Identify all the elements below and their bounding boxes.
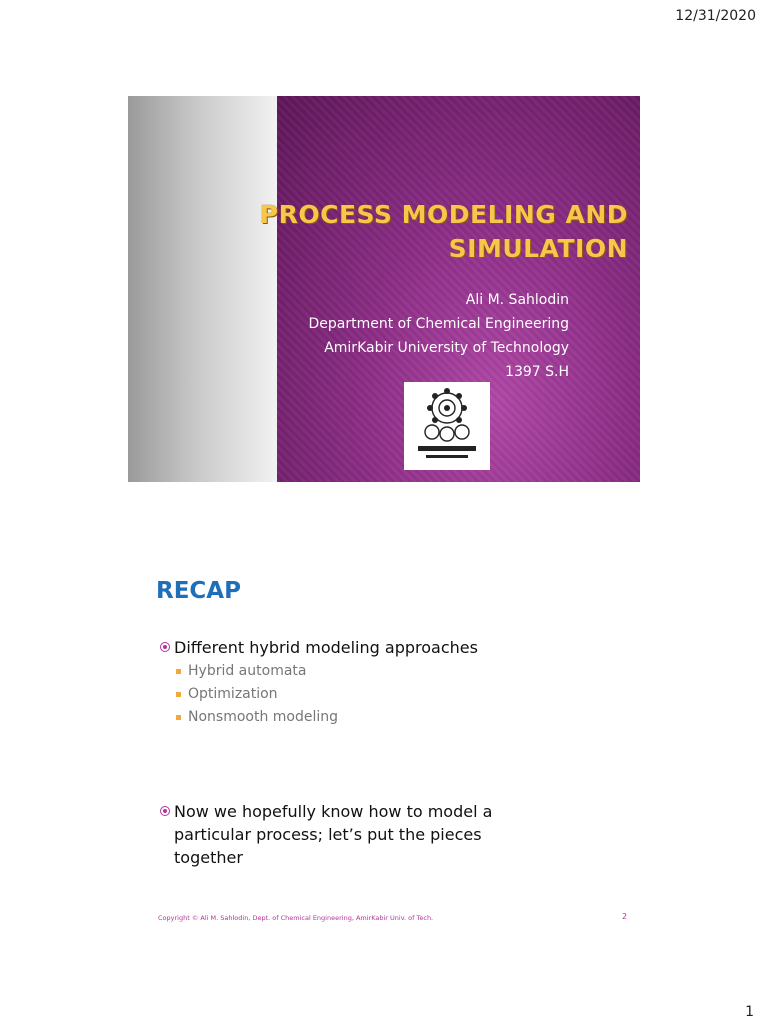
square-bullet-icon: [176, 692, 181, 697]
amirkabir-university-logo-icon: [404, 382, 490, 470]
bullet-put-pieces-together: [160, 800, 492, 869]
slide-title-line1: PROCESS MODELING AND: [259, 200, 628, 229]
page-number: 1: [745, 1004, 754, 1020]
sub-bullet-list: [176, 660, 338, 729]
sub-bullet-text: Hybrid automata: [188, 663, 307, 679]
university-name: AmirKabir University of Technology: [324, 340, 569, 356]
sub-bullet-text: Nonsmooth modeling: [188, 709, 339, 725]
page-date: 12/31/2020: [675, 8, 756, 24]
recap-slide: [128, 558, 640, 942]
circle-bullet-icon: [160, 806, 170, 816]
bullet-text-line: Now we hopefully know how to model a: [174, 802, 493, 821]
sub-bullet-text: Optimization: [188, 686, 278, 702]
department-name: Department of Chemical Engineering: [308, 316, 569, 332]
sub-bullet-item: [176, 706, 338, 729]
square-bullet-icon: [176, 669, 181, 674]
slide-footer-copyright: Copyright © Ali M. Sahlodin, Dept. of Chemical Engineering, AmirKabir Univ. of Tech.: [158, 914, 434, 922]
slide-main-panel: [259, 96, 640, 482]
recap-title: RECAP: [156, 578, 241, 604]
square-bullet-icon: [176, 715, 181, 720]
sub-bullet-item: [176, 660, 338, 683]
author-name: Ali M. Sahlodin: [465, 292, 569, 308]
slide-number: 2: [622, 912, 628, 921]
slide-title: [260, 198, 628, 266]
author-block: [308, 288, 569, 384]
title-slide: [128, 96, 640, 482]
bullet-text-line: particular process; let’s put the pieces: [174, 825, 482, 844]
bullet-hybrid-approaches: [160, 636, 478, 659]
circle-bullet-icon: [160, 642, 170, 652]
bullet-text: Different hybrid modeling approaches: [174, 638, 478, 657]
slide-title-line2: SIMULATION: [448, 234, 628, 263]
sub-bullet-item: [176, 683, 338, 706]
bullet-text-line: together: [174, 848, 243, 867]
year-label: 1397 S.H: [505, 364, 569, 380]
slide-side-panel: [128, 96, 277, 482]
